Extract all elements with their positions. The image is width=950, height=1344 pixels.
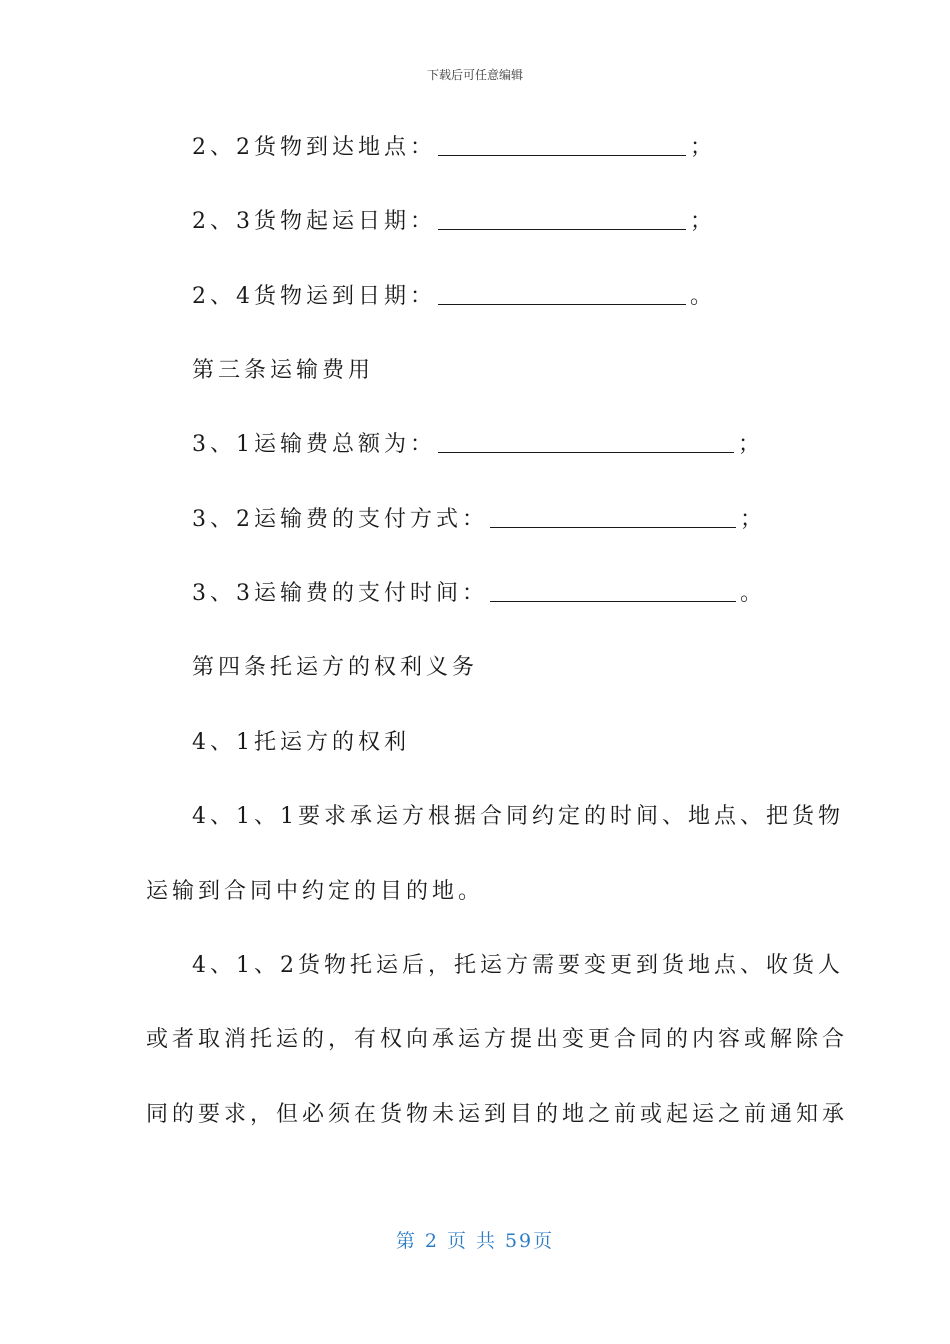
clause-4-1: 4、1托运方的权利	[192, 730, 410, 755]
clause-2-2	[192, 133, 716, 163]
clause-2-3	[192, 207, 716, 237]
clause-3-1	[192, 430, 764, 460]
fill-blank[interactable]	[438, 432, 734, 453]
fill-blank[interactable]	[438, 135, 686, 156]
article-3-heading: 第三条运输费用	[192, 358, 375, 383]
clause-2-4	[192, 282, 716, 312]
total-pages: 59页	[504, 1230, 555, 1252]
fill-blank[interactable]	[490, 581, 736, 602]
clause-4-1-1: 4、1、1要求承运方根据合同约定的时间、地点、把货物	[192, 804, 844, 829]
clause-punct: ；	[738, 432, 765, 457]
clause-punct: ；	[690, 209, 717, 234]
fill-blank[interactable]	[490, 507, 736, 528]
page-header: 下载后可任意编辑	[426, 68, 523, 82]
clause-4-1-2-cont-1: 或者取消托运的，有权向承运方提出变更合同的内容或解除合	[146, 1027, 849, 1052]
clause-4-1-1-cont: 运输到合同中约定的目的地。	[146, 879, 485, 904]
clause-4-1-2: 4、1、2货物托运后，托运方需要变更到货地点、收货人	[192, 953, 844, 978]
clause-label: 3、1运输费总额为：	[192, 432, 436, 457]
footer-label-page2: 页	[446, 1230, 468, 1252]
clause-label: 3、3运输费的支付时间：	[192, 581, 488, 606]
clause-punct: ；	[740, 507, 767, 532]
clause-punct: ；	[690, 135, 717, 160]
clause-3-2	[192, 505, 766, 535]
footer-label-page: 第	[395, 1230, 417, 1252]
article-4-heading: 第四条托运方的权利义务	[192, 655, 479, 680]
clause-punct: 。	[690, 284, 717, 309]
clause-label: 2、2货物到达地点：	[192, 135, 436, 160]
clause-label: 2、4货物运到日期：	[192, 284, 436, 309]
clause-label: 3、2运输费的支付方式：	[192, 507, 488, 532]
fill-blank[interactable]	[438, 284, 686, 305]
clause-label: 2、3货物起运日期：	[192, 209, 436, 234]
fill-blank[interactable]	[438, 209, 686, 230]
current-page-number: 2	[424, 1230, 439, 1252]
clause-3-3	[192, 579, 766, 609]
page-footer	[0, 1226, 950, 1253]
clause-punct: 。	[740, 581, 767, 606]
footer-label-total: 共	[475, 1230, 497, 1252]
clause-4-1-2-cont-2: 同的要求，但必须在货物未运到目的地之前或起运之前通知承	[146, 1102, 849, 1127]
